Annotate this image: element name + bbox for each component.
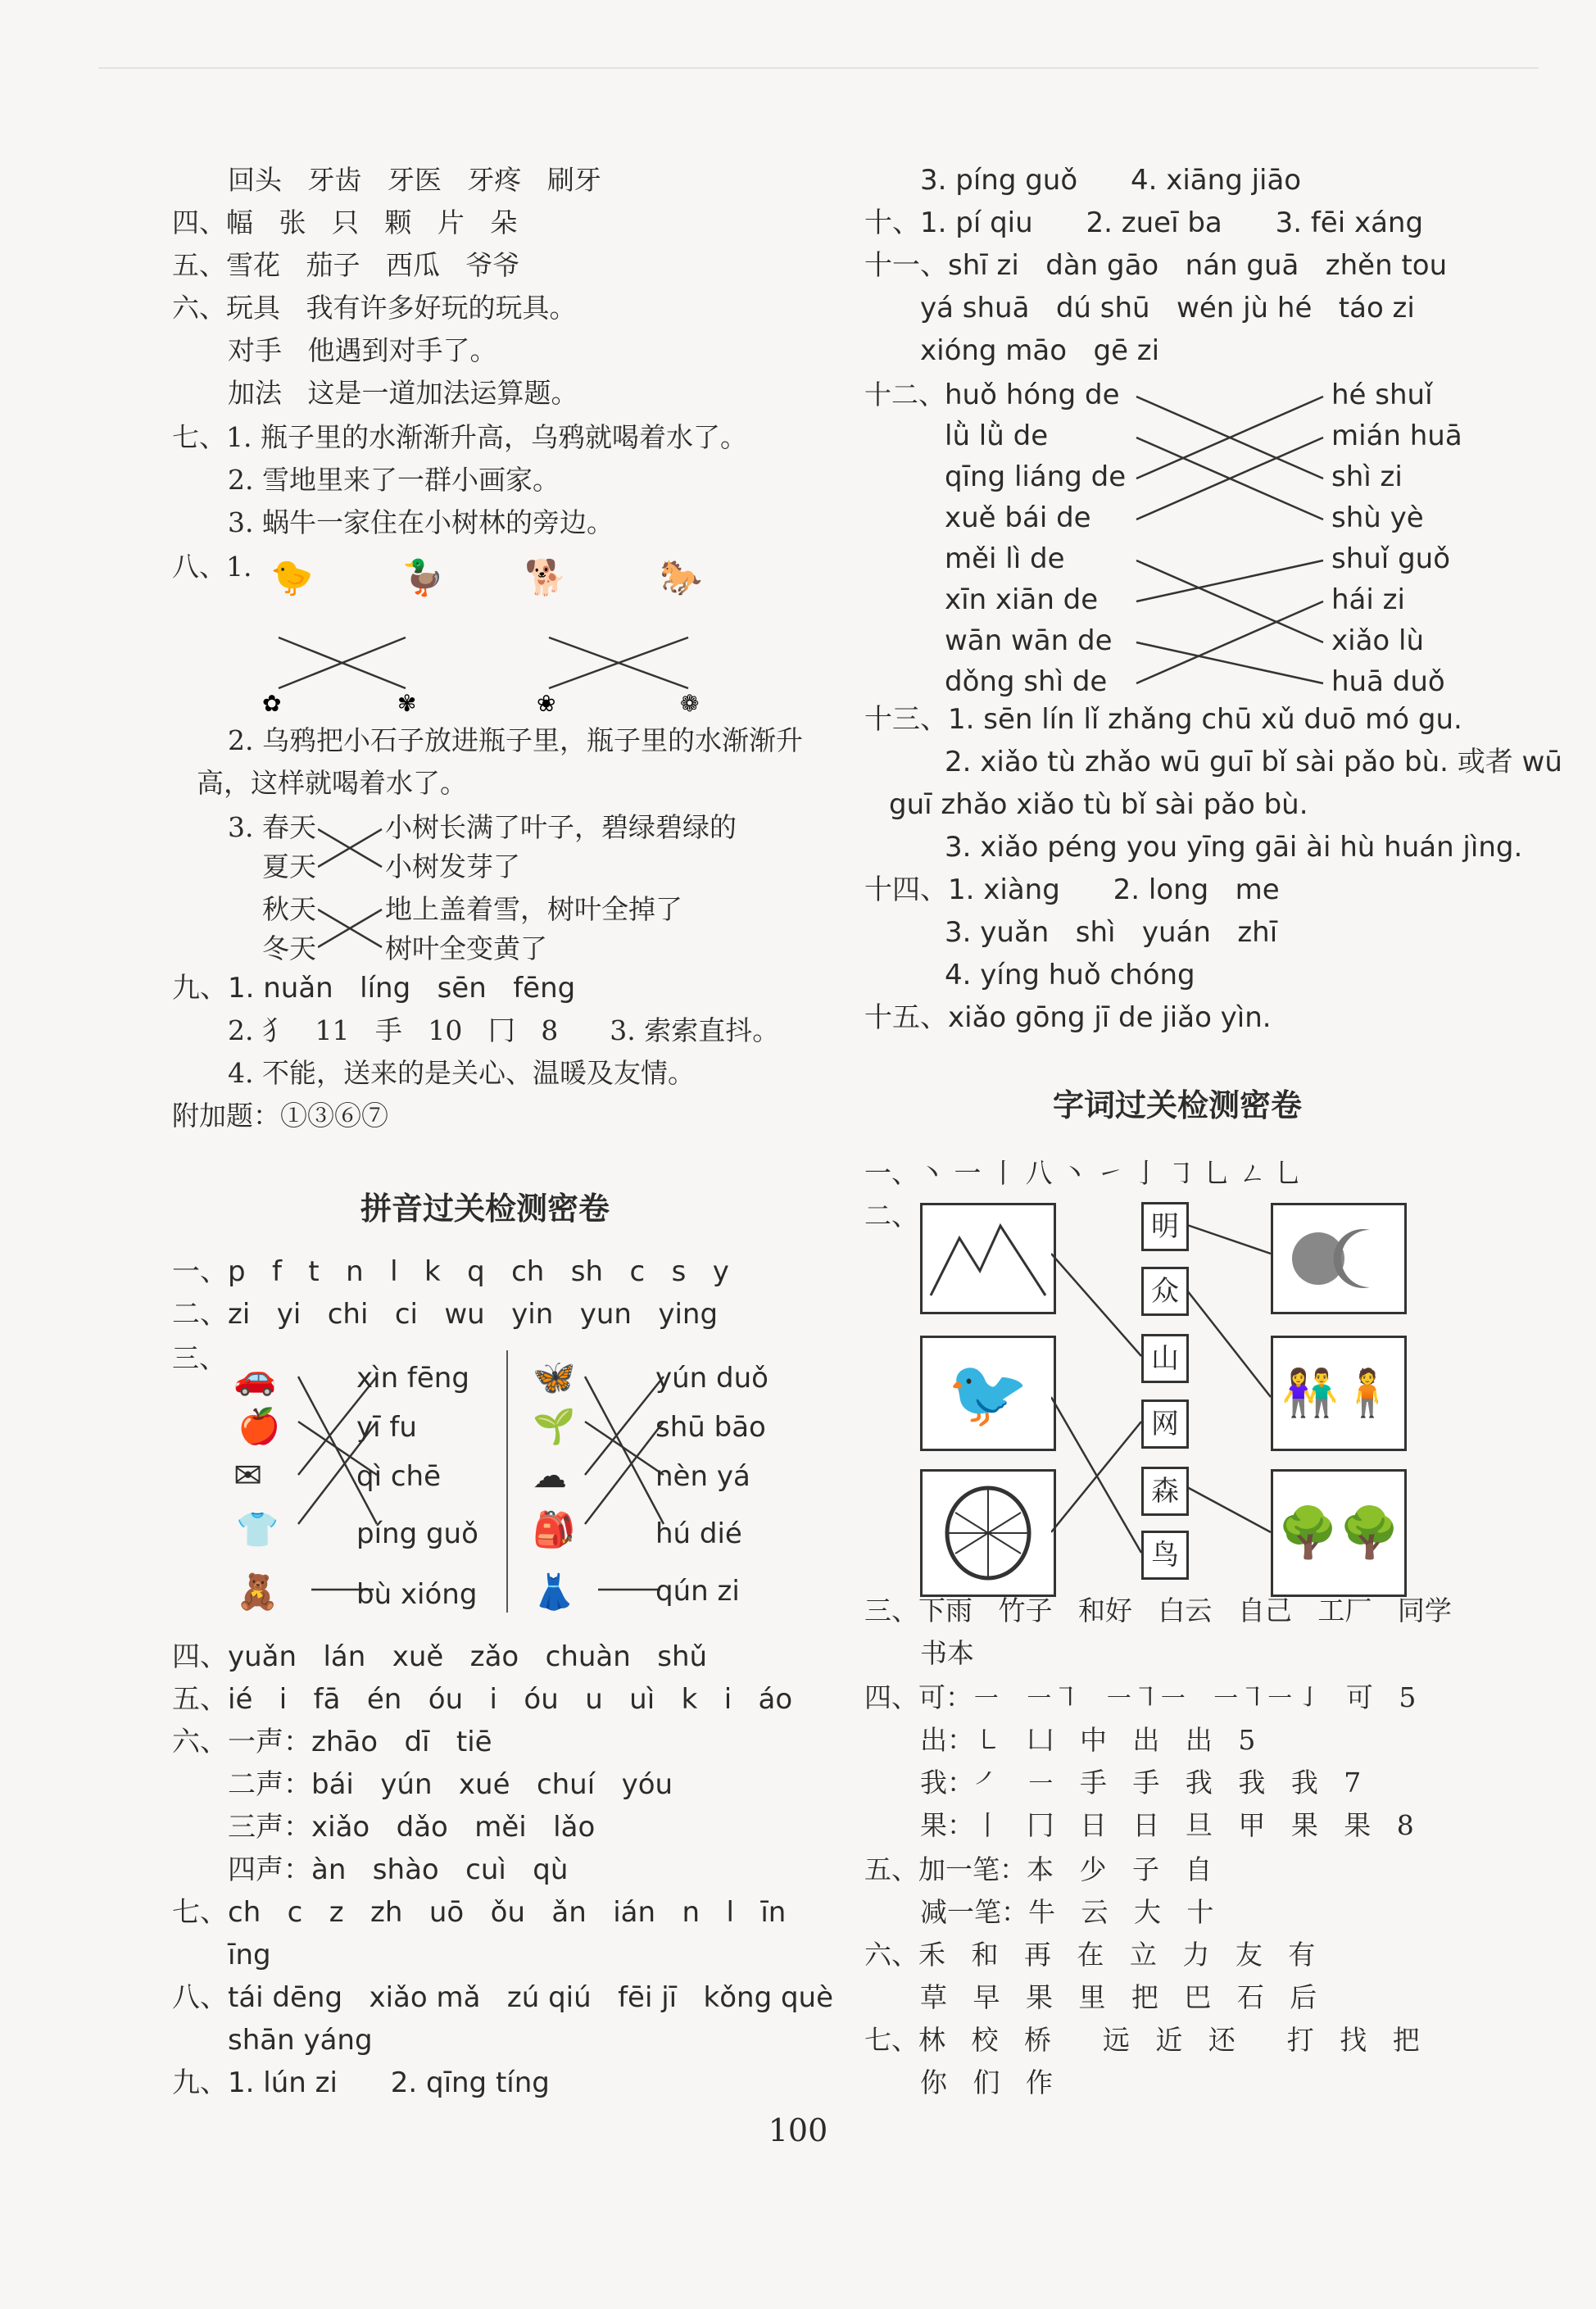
char-box: 众 — [1141, 1267, 1189, 1316]
char-box: 森 — [1141, 1467, 1189, 1516]
line: 回头 牙齿 牙医 牙疼 刷牙 — [228, 164, 601, 196]
line: īng — [228, 1939, 271, 1971]
line: 七、1. 瓶子里的水渐渐升高，乌鸦就喝着水了。 — [172, 421, 747, 453]
match-left: xuě bái de — [945, 501, 1091, 534]
mountain-picture — [920, 1203, 1056, 1314]
line: 十四、1. xiàng 2. long me — [864, 873, 1280, 906]
line: 高，这样就喝着水了。 — [197, 767, 467, 799]
season-label: 3. 春天 — [228, 811, 316, 843]
skirt-icon: 👗 — [533, 1572, 576, 1612]
match-right: hái zi — [1331, 583, 1405, 616]
line: 2. 犭 11 手 10 冂 8 3. 索索直抖。 — [228, 1014, 780, 1046]
line: 八、1. — [172, 551, 252, 583]
match-pinyin: xìn fēng — [356, 1362, 469, 1395]
clothes-icon: 👕 — [236, 1509, 279, 1549]
match-pinyin: yī fu — [356, 1411, 417, 1444]
match-left: wān wān de — [945, 624, 1113, 657]
dog-icon: 🐕 — [524, 557, 568, 597]
line: 六、禾 和 再 在 立 力 友 有 — [864, 1939, 1316, 1971]
butterfly-icon: 🦋 — [533, 1357, 576, 1397]
line: 4. 不能，送来的是关心、温暖及友情。 — [228, 1057, 695, 1089]
top-rule — [98, 67, 1539, 69]
line: 4. yíng huǒ chóng — [945, 959, 1195, 991]
line: 十一、shī zi dàn gāo nán guā zhěn tou — [864, 249, 1448, 282]
duck-icon: 🦆 — [401, 557, 445, 597]
match-pinyin: bù xióng — [356, 1578, 478, 1611]
line: 八、tái dēng xiǎo mǎ zú qiú fēi jī kǒng què — [172, 1981, 834, 2014]
line: 四、yuǎn lán xuě zǎo chuàn shǔ — [172, 1640, 708, 1673]
season-desc: 地上盖着雪，树叶全掉了 — [385, 893, 682, 925]
line: 3. xiǎo péng you yīng gāi ài hù huán jìng. — [945, 831, 1523, 864]
season-label: 冬天 — [262, 932, 316, 964]
line: 四、幅 张 只 颗 片 朵 — [172, 206, 518, 238]
envelope-icon: ✉ — [234, 1455, 263, 1495]
line: 2. 雪地里来了一群小画家。 — [228, 464, 560, 496]
line: 果：丨 冂 日 日 旦 甲 果 果 8 — [920, 1809, 1414, 1841]
char-box: 网 — [1141, 1399, 1189, 1449]
line: 减一笔：牛 云 大 十 — [920, 1896, 1214, 1928]
season-label: 秋天 — [262, 893, 316, 925]
bird-picture — [920, 1336, 1056, 1451]
sun-moon-icon — [1273, 1205, 1404, 1312]
line: 四、可：㇐ ㇐㇕ ㇐㇕㇐ ㇐㇕㇐㇚ 可 5 — [864, 1681, 1417, 1713]
line: 十五、xiǎo gōng jī de jiǎo yìn. — [864, 1001, 1272, 1034]
line: 四声：àn shào cuì qù — [228, 1853, 569, 1886]
line: shān yáng — [228, 2024, 373, 2057]
line: 六、一声：zhāo dī tiē — [172, 1726, 492, 1758]
match-left: xīn xiān de — [945, 583, 1099, 616]
season-desc: 小树发芽了 — [385, 851, 520, 882]
line: 十三、1. sēn lín lǐ zhǎng chū xǔ duō mó gu. — [864, 703, 1462, 736]
footprint-match-lines — [254, 615, 778, 721]
line: 书本 — [920, 1637, 974, 1669]
line: 加法 这是一道加法运算题。 — [228, 377, 578, 409]
match-right: shù yè — [1331, 501, 1424, 534]
line: guī zhǎo xiǎo tù bǐ sài pǎo bù. — [889, 788, 1308, 821]
net-icon — [923, 1472, 1054, 1595]
adjective-match-lines — [1135, 377, 1331, 705]
chick-icon: 🐤 — [270, 557, 314, 597]
trees-picture — [1271, 1469, 1407, 1597]
line: 五、雪花 茄子 西瓜 爷爷 — [172, 249, 520, 281]
svg-text:❀: ❀ — [537, 690, 556, 717]
match-right: mián huā — [1331, 420, 1462, 452]
line: 十二、 — [864, 379, 945, 411]
line: 六、玩具 我有许多好玩的玩具。 — [172, 292, 577, 324]
line: 3. píng guǒ 4. xiāng jiāo — [920, 164, 1302, 197]
divider — [506, 1350, 508, 1613]
svg-text:✾: ✾ — [397, 690, 417, 717]
line: 七、ch c z zh uō ǒu ǎn ián n l īn — [172, 1896, 787, 1929]
line: 二声：bái yún xué chuí yóu — [228, 1768, 673, 1801]
section-title-pinyin: 拼音过关检测密卷 — [360, 1191, 610, 1227]
match-left: huǒ hóng de — [945, 379, 1120, 411]
people-picture — [1271, 1336, 1407, 1451]
match-pinyin: qì chē — [356, 1460, 441, 1493]
page-number: 100 — [768, 2112, 828, 2148]
line: 七、林 校 桥 远 近 还 打 找 把 — [864, 2024, 1420, 2056]
sprout-icon: 🌱 — [533, 1406, 576, 1446]
apple-icon: 🍎 — [238, 1406, 281, 1446]
bird-icon: 🐦 — [947, 1355, 1029, 1431]
match-left: qīng liáng de — [945, 460, 1127, 493]
svg-text:❁: ❁ — [680, 690, 700, 717]
line: 十、1. pí qiu 2. zueī ba 3. fēi xáng — [864, 206, 1424, 239]
line: 九、1. lún zi 2. qīng tíng — [172, 2066, 550, 2099]
line: 二、 — [864, 1200, 918, 1232]
season-desc: 树叶全变黄了 — [385, 932, 547, 964]
char-box: 鸟 — [1141, 1531, 1189, 1580]
season-match-lines — [318, 819, 383, 959]
car-icon: 🚗 — [234, 1357, 277, 1397]
line: 对手 他遇到对手了。 — [228, 334, 497, 366]
char-box: 山 — [1141, 1334, 1189, 1383]
season-desc: 小树长满了叶子，碧绿碧绿的 — [385, 811, 737, 843]
line: 草 早 果 里 把 巴 石 后 — [920, 1981, 1317, 2013]
match-right: shì zi — [1331, 460, 1403, 493]
line: 附加题：①③⑥⑦ — [172, 1100, 388, 1132]
line: 九、1. nuǎn líng sēn fēng — [172, 972, 576, 1005]
match-left: měi lì de — [945, 542, 1065, 575]
match-pinyin: nèn yá — [655, 1460, 750, 1493]
section-title-words: 字词过关检测密卷 — [1053, 1087, 1303, 1123]
sun-moon-picture — [1271, 1203, 1407, 1314]
line: 你 们 作 — [920, 2066, 1053, 2098]
horse-icon: 🐎 — [660, 557, 703, 597]
picture-char-match-lines — [1051, 1196, 1272, 1590]
match-pinyin: qún zi — [655, 1575, 740, 1608]
char-box: 明 — [1141, 1202, 1189, 1251]
people-icon: 👫🧍 — [1281, 1367, 1396, 1420]
teddy-bear-icon: 🧸 — [236, 1572, 279, 1612]
line: 2. xiǎo tù zhǎo wū guī bǐ sài pǎo bù. 或者 wū — [945, 746, 1562, 778]
match-left: lǜ lǜ de — [945, 420, 1049, 452]
line: 3. yuǎn shì yuán zhī — [945, 916, 1278, 949]
line: yá shuā dú shū wén jù hé táo zi — [920, 292, 1415, 324]
match-right: hé shuǐ — [1331, 379, 1433, 411]
cloud-icon: ☁ — [533, 1455, 567, 1495]
match-pinyin: píng guǒ — [356, 1517, 478, 1550]
match-right: huā duǒ — [1331, 665, 1445, 698]
line: 五、ié i fā én óu i óu u uì k i áo — [172, 1683, 793, 1716]
schoolbag-icon: 🎒 — [533, 1509, 576, 1549]
match-pinyin: shū bāo — [655, 1411, 766, 1444]
line: 二、zi yi chi ci wu yin yun ying — [172, 1298, 719, 1331]
line: 一、丶 一 丨 八 丶 ㇀ 亅 ㇆ 乚 ㄥ 乚 — [864, 1157, 1302, 1189]
trees-icon: 🌳🌳 — [1277, 1504, 1400, 1562]
line: 3. 蜗牛一家住在小树林的旁边。 — [228, 506, 614, 538]
line: xióng māo gē zi — [920, 334, 1160, 367]
line: 五、加一笔：本 少 子 自 — [864, 1853, 1213, 1885]
match-pinyin: yún duǒ — [655, 1362, 769, 1395]
season-label: 夏天 — [262, 851, 316, 882]
line: 一、p f t n l k q ch sh c s y — [172, 1255, 729, 1288]
match-right: shuǐ guǒ — [1331, 542, 1450, 575]
mountain-icon — [923, 1205, 1054, 1312]
line: 三、 — [172, 1342, 226, 1374]
svg-text:✿: ✿ — [262, 690, 282, 717]
line: 三声：xiǎo dǎo měi lǎo — [228, 1811, 596, 1844]
match-pinyin: hú dié — [655, 1517, 742, 1550]
net-picture — [920, 1469, 1056, 1597]
match-left: dǒng shì de — [945, 665, 1108, 698]
line: 我：㇒ ㇐ 手 手 我 我 我 7 — [920, 1767, 1362, 1799]
line: 三、下雨 竹子 和好 白云 自己 工厂 同学 — [864, 1595, 1452, 1626]
line: 出：㇄ 凵 中 出 出 5 — [920, 1724, 1256, 1756]
line: 2. 乌鸦把小石子放进瓶子里，瓶子里的水渐渐升 — [228, 724, 803, 756]
match-right: xiǎo lù — [1331, 624, 1425, 657]
